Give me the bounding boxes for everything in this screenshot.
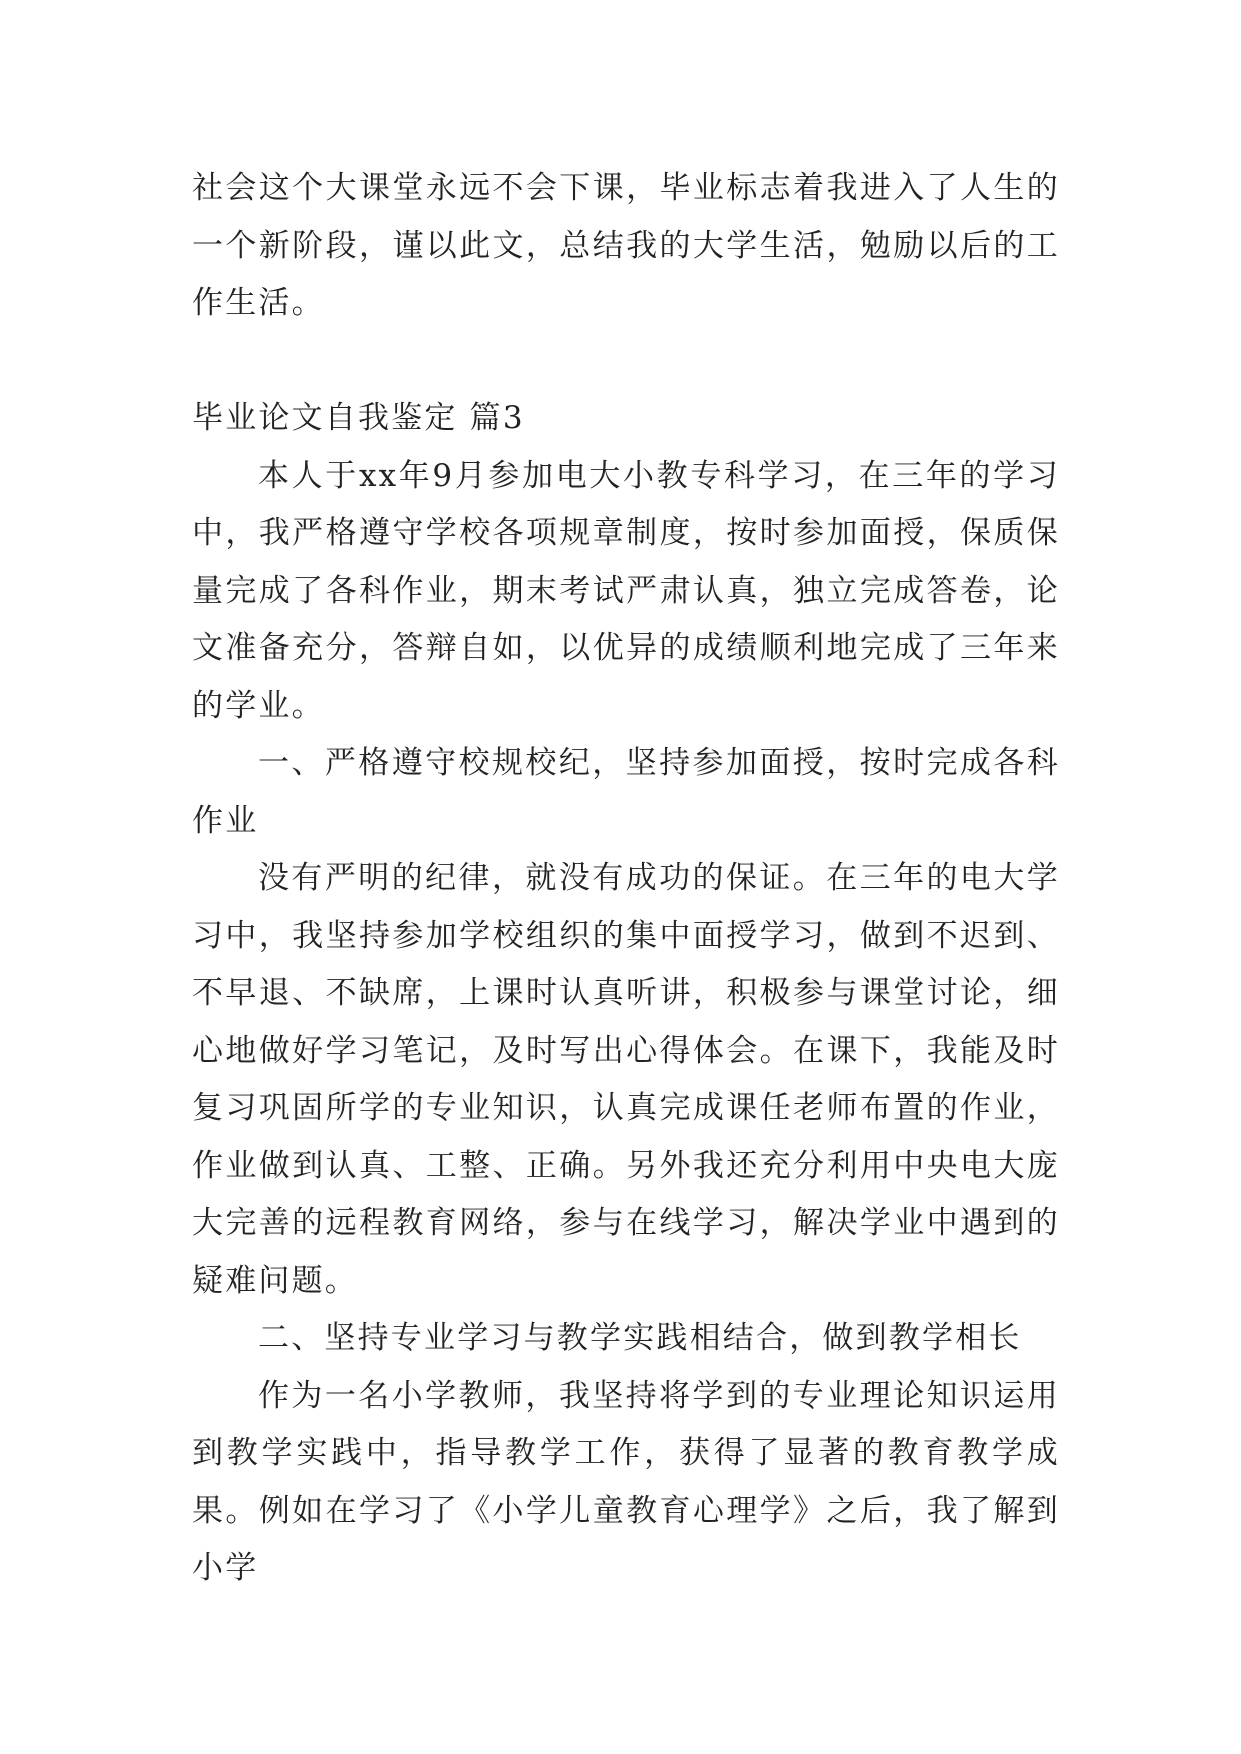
paragraph-study-overview: 本人于xx年9月参加电大小教专科学习，在三年的学习中，我严格遵守学校各项规章制度，按时参加面授，保质保量完成了各科作业，期末考试严肃认真，独立完成答卷，论文准备充分，答辩自如，以优异的成绩顺利地完成了三年来的学业。: [192, 457, 1060, 724]
paragraph-discipline: 没有严明的纪律，就没有成功的保证。在三年的电大学习中，我坚持参加学校组织的集中面授学习，做到不迟到、不早退、不缺席，上课时认真听讲，积极参与课堂讨论，细心地做好学习笔记，及时写出心得体会。在课下，我能及时复习巩固所学的专业知识，认真完成课任老师布置的作业，作业做到认真、工整、正确。另外我还充分利用中央电大庞大完善的远程教育网络，参与在线学习，解决学业中遇到的疑难问题。: [192, 860, 1060, 1299]
document-body: [192, 160, 1060, 1598]
subheading-practice: 二、坚持专业学习与教学实践相结合，做到教学相长: [258, 1320, 1022, 1356]
intro-closing-paragraph: 社会这个大课堂永远不会下课，毕业标志着我进入了人生的一个新阶段，谨以此文，总结我的大学生活，勉励以后的工作生活。: [192, 170, 1060, 321]
section-heading: 毕业论文自我鉴定 篇3: [192, 400, 525, 436]
paragraph-practice: 作为一名小学教师，我坚持将学到的专业理论知识运用到教学实践中，指导教学工作，获得了显著的教育教学成果。例如在学习了《小学儿童教育心理学》之后，我了解到小学: [192, 1377, 1060, 1586]
subheading-discipline: 一、严格遵守校规校纪，坚持参加面授，按时完成各科作业: [192, 745, 1060, 839]
